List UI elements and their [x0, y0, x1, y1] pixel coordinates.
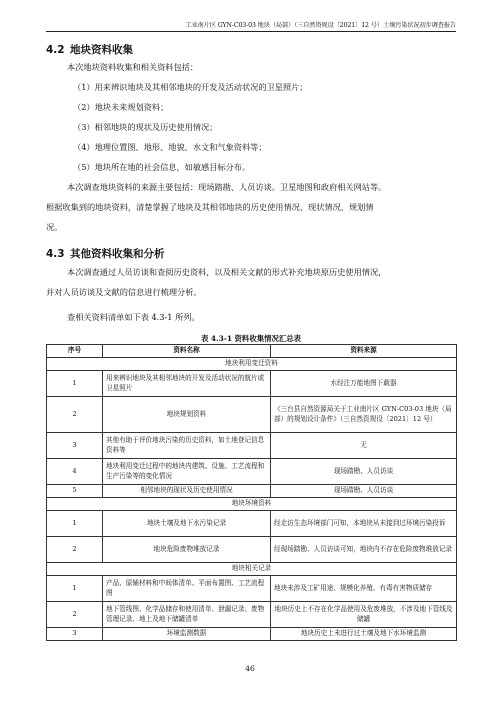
cell-source: 现场踏勘、人员访谈 — [271, 459, 457, 485]
cell-no: 2 — [47, 602, 103, 628]
section-title: 其他资料收集和分析 — [70, 248, 165, 260]
table-row — [47, 371, 457, 397]
cell-no: 2 — [47, 537, 103, 563]
cell-name: 环境监测数据 — [103, 628, 271, 641]
table-row — [47, 397, 457, 433]
section-number: 4.3 — [46, 248, 65, 260]
section-title: 地块资料收集 — [70, 44, 133, 56]
cell-source: 地块历史上不存在化学品使用及危废堆放，不涉及地下管线及储罐 — [271, 602, 457, 628]
cell-no: 4 — [47, 459, 103, 485]
section-4-3-heading — [46, 246, 165, 261]
table-row — [47, 433, 457, 459]
table-section-title: 地块环境资料 — [47, 498, 457, 511]
table-header-row — [47, 345, 457, 358]
table-row — [47, 459, 457, 485]
paragraph: 况。 — [46, 222, 63, 232]
cell-no: 1 — [47, 371, 103, 397]
table-row — [47, 576, 457, 602]
cell-source: 地块未涉及工矿用途、规模化养殖、有毒有害物质储存 — [271, 576, 457, 602]
list-item: （4）地理位置图、地形、地貌、水文和气象资料等； — [73, 142, 267, 152]
list-item: （3）相邻地块的现状及历史使用情况； — [73, 122, 218, 132]
cell-name: 用来辨识地块及其相邻地块的开发及活动状况的航片或卫星照片 — [103, 371, 271, 397]
paragraph: 查相关资料清单如下表 4.3-1 所列。 — [67, 312, 200, 322]
table-section-title: 地块利用变迁资料 — [47, 358, 457, 371]
cell-name: 地块危险废物堆放记录 — [103, 537, 271, 563]
table-row — [47, 537, 457, 563]
cell-source: 现场踏勘、人员访谈 — [271, 485, 457, 498]
cell-source: 水经注万能地图下载器 — [271, 371, 457, 397]
column-header: 资料来源 — [271, 345, 457, 358]
cell-source: 《三台县自然资源局关于工业南片区 GYN-C03-03 地块（局部）的规划设计条件》（三自然资规设〔2021〕12 号） — [271, 397, 457, 433]
cell-name: 其他有助于评价地块污染的历史资料，如土地登记信息资料等 — [103, 433, 271, 459]
cell-name: 产品、原辅材料和中间体清单、平面布置图、工艺流程图 — [103, 576, 271, 602]
column-header: 资料名称 — [103, 345, 271, 358]
list-item: （2）地块未来规划资料； — [73, 102, 169, 112]
paragraph: 本次调查通过人员访谈和查阅历史资料，以及相关文献的形式补充地块原历史使用情况， — [67, 267, 387, 277]
table-row — [47, 485, 457, 498]
paragraph: 并对人员访谈及文献的信息进行梳理分析。 — [46, 287, 202, 297]
cell-name: 地块规划资料 — [103, 397, 271, 433]
column-header: 序号 — [47, 345, 103, 358]
cell-no: 5 — [47, 485, 103, 498]
section-number: 4.2 — [46, 44, 65, 56]
list-item: （5）地块所在地的社会信息，如敏感目标分布。 — [73, 162, 251, 172]
cell-source: 地块历史上未进行过土壤及地下水环境监测 — [271, 628, 457, 641]
table-section-title: 地块相关记录 — [47, 563, 457, 576]
paragraph: 根据收集到的地块资料，清楚掌握了地块及其相邻地块的历史使用情况、现状情况、规划情 — [46, 202, 374, 212]
paragraph: 本次地块资料收集和相关资料包括： — [67, 62, 199, 72]
table-caption: 表 4.3-1 资料收集情况汇总表 — [200, 334, 302, 343]
cell-name: 地块利用变迁过程中的地块内建筑、设施、工艺流程和生产污染等的变化情况 — [103, 459, 271, 485]
table-row — [47, 628, 457, 641]
cell-no: 3 — [47, 433, 103, 459]
cell-no: 1 — [47, 576, 103, 602]
cell-name: 地下管线图、化学品储存和使用清单、泄漏记录、废物管理记录、地上及地下储罐清单 — [103, 602, 271, 628]
cell-no: 1 — [47, 511, 103, 537]
section-4-2-heading — [46, 42, 133, 57]
cell-source: 无 — [271, 433, 457, 459]
list-item: （1）用来辨识地块及其相邻地块的开发及活动状况的卫星照片； — [73, 82, 308, 92]
header-divider — [46, 31, 456, 32]
cell-name: 相邻地块的现状及历史使用情况 — [103, 485, 271, 498]
page-header: 工业南片区 GYN-C03-03 地块（局部）（三自然资规设〔2021〕12 号）土壤污染状况初步调查报告 — [185, 22, 456, 29]
table-row — [47, 511, 457, 537]
cell-source: 经现场踏勘、人员访谈可知，地块内不存在危险废物堆放记录 — [271, 537, 457, 563]
page-number: 46 — [245, 664, 255, 673]
table-row — [47, 602, 457, 628]
paragraph: 本次调查地块资料的来源主要包括：现场踏勘、人员访谈。卫星地图和政府相关网站等。 — [67, 182, 387, 192]
cell-source: 经走访生态环境部门可知，本地块从未接到过环境污染投诉 — [271, 511, 457, 537]
cell-name: 地块土壤及地下水污染记录 — [103, 511, 271, 537]
cell-no: 3 — [47, 628, 103, 641]
cell-no: 2 — [47, 397, 103, 433]
data-collection-table — [46, 344, 457, 641]
